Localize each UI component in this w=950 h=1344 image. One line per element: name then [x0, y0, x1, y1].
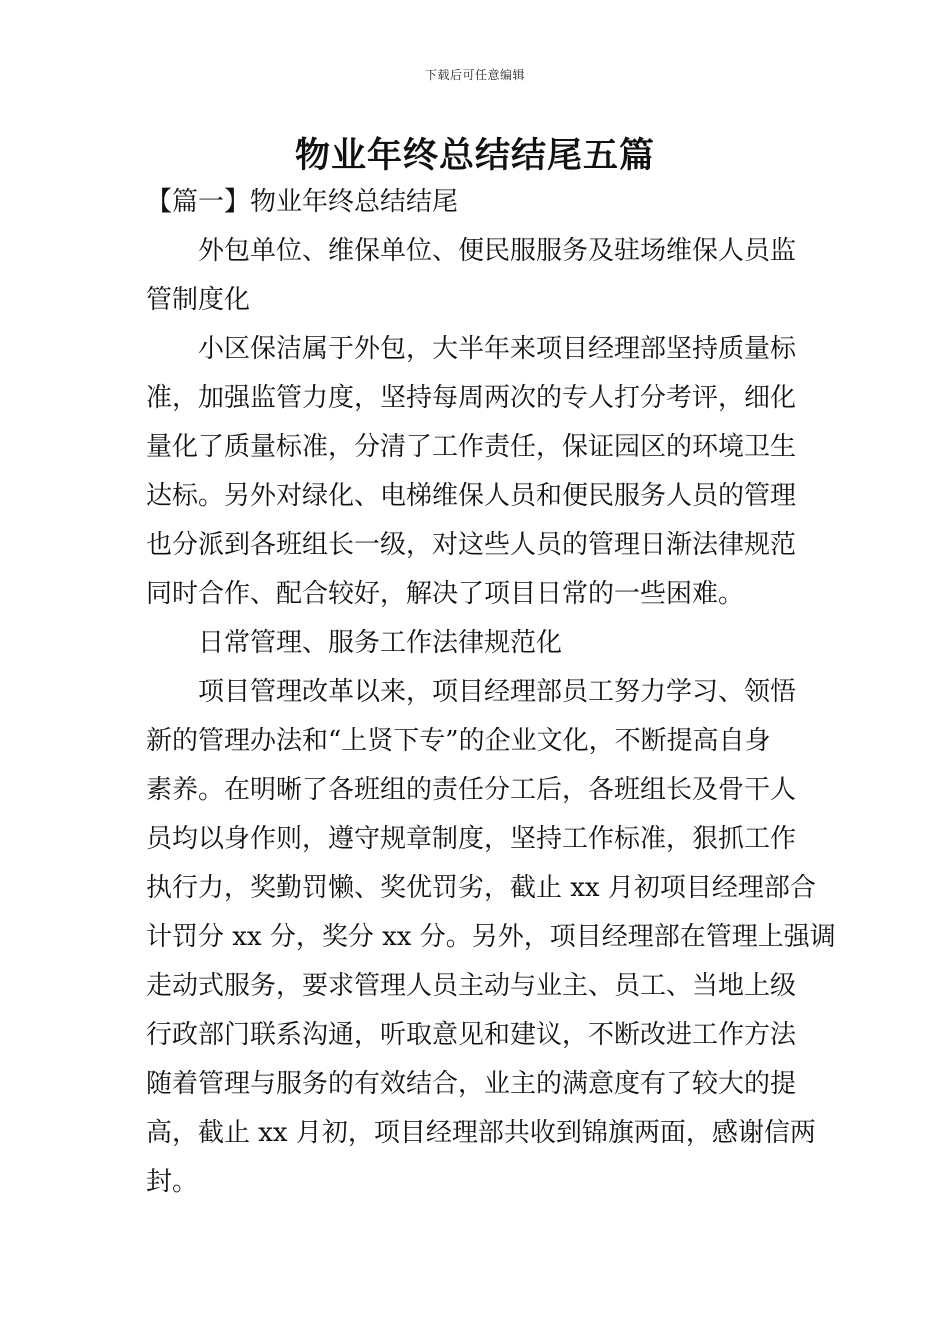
- paragraph-line: 素养。在明晰了各班组的责任分工后，各班组长及骨干人: [146, 775, 797, 805]
- paragraph-line: 封。: [146, 1167, 199, 1197]
- paragraph-line: 高，截止 xx 月初，项目经理部共收到锦旗两面，感谢信两: [146, 1118, 816, 1148]
- paragraph-line: 管制度化: [146, 285, 251, 315]
- paragraph-line: 达标。另外对绿化、电梯维保人员和便民服务人员的管理: [146, 481, 797, 511]
- paragraph-line: 小区保洁属于外包，大半年来项目经理部坚持质量标: [198, 334, 797, 364]
- paragraph-line: 随着管理与服务的有效结合，业主的满意度有了较大的提: [146, 1069, 797, 1099]
- paragraph-line: 项目管理改革以来，项目经理部员工努力学习、领悟: [198, 677, 797, 707]
- paragraph-line: 行政部门联系沟通，听取意见和建议，不断改进工作方法: [146, 1020, 797, 1050]
- paragraph-line: 量化了质量标准，分清了工作责任，保证园区的环境卫生: [146, 432, 797, 462]
- paragraph-line: 新的管理办法和“上贤下专”的企业文化，不断提高自身: [146, 726, 771, 756]
- paragraph-line: 同时合作、配合较好，解决了项目日常的一些困难。: [146, 579, 745, 609]
- paragraph-line: 走动式服务，要求管理人员主动与业主、员工、当地上级: [146, 971, 797, 1001]
- paragraph-line: 日常管理、服务工作法律规范化: [198, 628, 563, 658]
- paragraph-line: 员均以身作则，遵守规章制度，坚持工作标准，狠抓工作: [146, 824, 797, 854]
- document-title: 物业年终总结结尾五篇: [294, 135, 655, 176]
- paragraph-line: 准，加强监管力度，坚持每周两次的专人打分考评，细化: [146, 383, 797, 413]
- paragraph-line: 执行力，奖勤罚懒、奖优罚劣，截止 xx 月初项目经理部合: [146, 873, 816, 903]
- document-body: [146, 178, 836, 1207]
- section-heading: 【篇一】物业年终总结结尾: [146, 187, 459, 217]
- paragraph-line: 也分派到各班组长一级，对这些人员的管理日渐法律规范: [146, 530, 797, 560]
- paragraph-line: 外包单位、维保单位、便民服服务及驻场维保人员监: [198, 236, 797, 266]
- paragraph-line: 计罚分 xx 分，奖分 xx 分。另外，项目经理部在管理上强调: [146, 922, 836, 952]
- header-note: 下载后可任意编辑: [424, 68, 525, 82]
